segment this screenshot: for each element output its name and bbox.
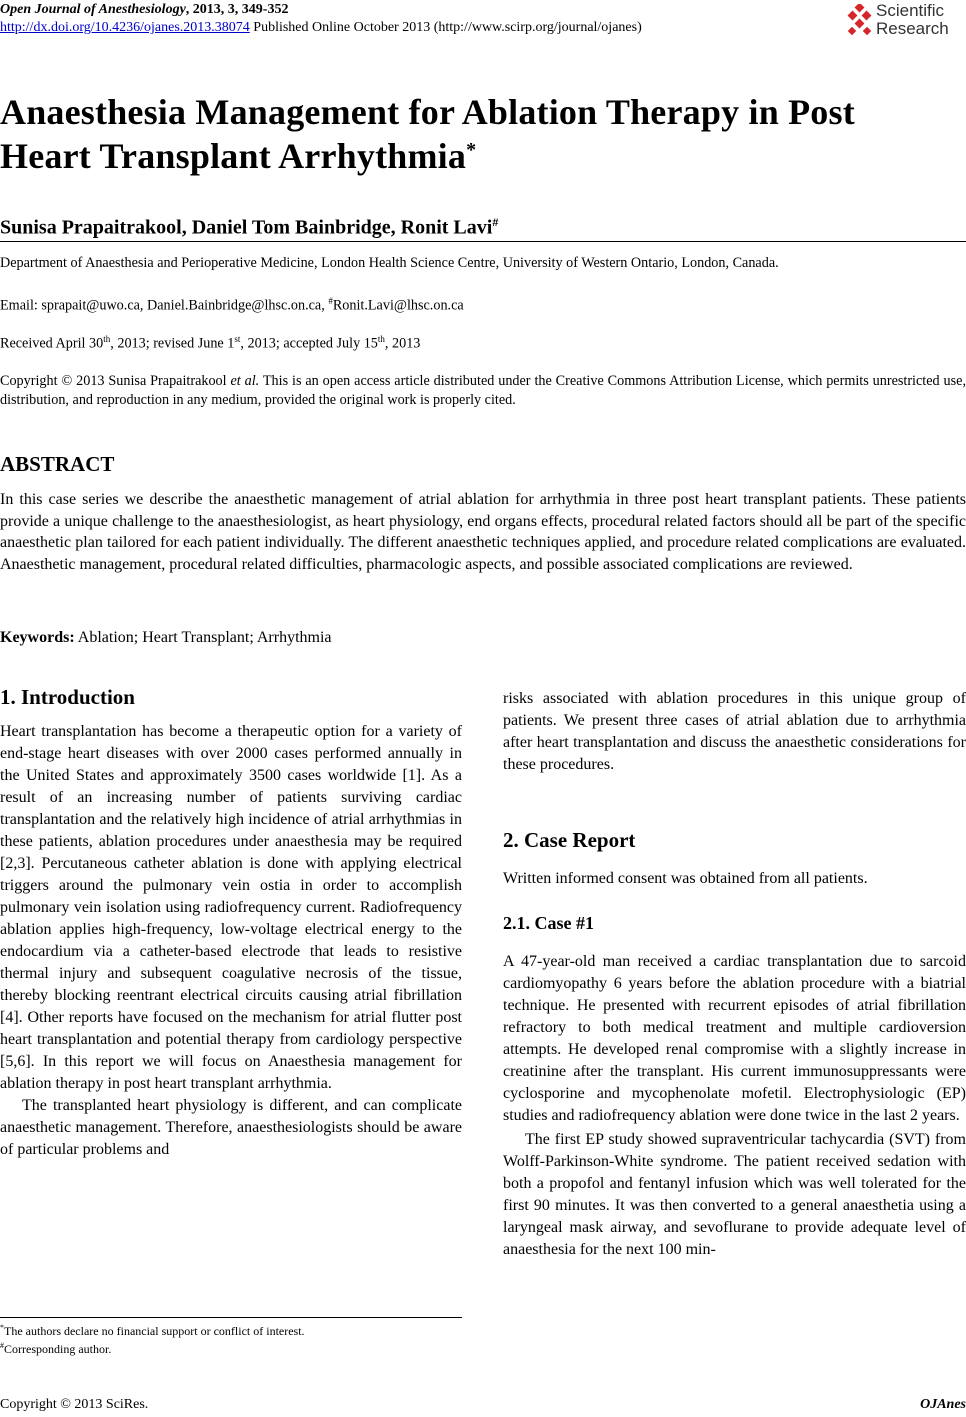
author-mark: # [492, 215, 499, 229]
keywords-label: Keywords: [0, 629, 75, 646]
email-mark: # [328, 296, 333, 306]
received-b-sup: st [234, 334, 241, 344]
keywords-text: Ablation; Heart Transplant; Arrhythmia [74, 629, 332, 646]
copyright-a: Copyright © 2013 Sunisa Prapaitrakool [0, 373, 231, 389]
doi-link[interactable]: http://dx.doi.org/10.4236/ojanes.2013.38074 [0, 20, 250, 35]
logo-line2: Research [876, 19, 949, 38]
footnote-1-mark: * [0, 1323, 4, 1332]
author-names: Sunisa Prapaitrakool, Daniel Tom Bainbridge, Ronit Lavi [0, 216, 493, 239]
right-column-top [503, 688, 966, 776]
title-line2-text: Heart Transplant Arrhythmia [0, 136, 467, 176]
footer-journal-abbrev: OJAnes [920, 1397, 966, 1412]
received-c: , 2013; accepted July 15 [240, 335, 378, 352]
footnote-rule [0, 1317, 462, 1318]
scientific-research-logo [846, 2, 966, 42]
affiliation: Department of Anaesthesia and Perioperative Medicine, London Health Science Centre, University of Western Ontario, London, Canada. [0, 255, 779, 271]
section-introduction-heading: 1. Introduction [0, 685, 135, 709]
intro-paragraph-continued: risks associated with ablation procedures in this unique group of patients. We present three cases of atrial ablation due to arrhythmia after heart transplantation and discuss the anaesthetic considerations for these procedures. [503, 690, 966, 773]
title-line1: Anaesthesia Management for Ablation Therapy in Post [0, 92, 855, 132]
received-a-sup: th [103, 334, 111, 344]
case-1-body [503, 951, 966, 1261]
keywords [0, 629, 332, 647]
journal-name: Open Journal of Anesthesiology [0, 2, 186, 17]
copyright-etal: et al. [230, 373, 260, 389]
abstract-heading: ABSTRACT [0, 452, 115, 476]
email-prefix: Email: sprapait@uwo.ca, Daniel.Bainbridge@lhsc.on.ca, [0, 297, 329, 314]
section-case-report-heading: 2. Case Report [503, 828, 636, 852]
footnote-1-text: The authors declare no financial support or conflict of interest. [4, 1324, 305, 1338]
footnote-2-text: Corresponding author. [4, 1342, 112, 1356]
authors [0, 215, 498, 240]
footnote-1 [0, 1323, 305, 1339]
intro-paragraph-2: The transplanted heart physiology is different, and can complicate anaesthetic management. Therefore, anaesthesiologists should be aware of particular problems and [0, 1097, 462, 1158]
email-last: Ronit.Lavi@lhsc.on.ca [332, 297, 464, 314]
case-1-paragraph-1: A 47-year-old man received a cardiac transplantation due to sarcoid cardiomyopathy 6 years before the ablation procedure with a biatrial technique. He presented with recurrent episodes of atrial fibrillation refractory to both medical treatment and multiple cardioversion attempts. He developed renal compromise with a slightly increase in creatinine after the transplant. His current immunosuppressants were cyclosporine and mycophenolate mofetil. Electrophysiologic (EP) studies and radiofrequency ablation were done twice in the last 2 years. [503, 953, 966, 1124]
intro-paragraph-1: Heart transplantation has become a therapeutic option for a variety of end-stage heart diseases with over 2000 cases performed annually in the United States and approximately 3500 cases worldwide [1]. As a result of an increasing number of patients surviving cardiac transplantation and the relatively high incidence of atrial arrhythmias in these patients, ablation procedures under anaesthesia may be required [2,3]. Percutaneous catheter ablation is done with applying electrical triggers around the pulmonary vein ostia in order to accomplish pulmonary vein isolation using radiofrequency current. Radiofrequency ablation applies high-frequency, low-voltage electrical energy to the endocardium via a catheter-based electrode that leads to resistive thermal injury and subsequent coagulative necrosis of the tissue, thereby blocking reentrant electrical circuits causing atrial fibrillation [4]. Other reports have focused on the mechanism for atrial flutter post heart transplantation and potential therapy from cardiology perspective [5,6]. In this report we will focus on Anaesthesia management for ablation therapy in post heart transplant arrhythmia. [0, 723, 462, 1092]
received-c-sup: th [377, 334, 385, 344]
logo-mark-icon [846, 4, 874, 38]
received-dates [0, 334, 420, 353]
left-column [0, 721, 462, 1161]
case-1-heading: 2.1. Case #1 [503, 913, 594, 933]
consent-text: Written informed consent was obtained from all patients. [503, 870, 868, 887]
received-a: Received April 30 [0, 335, 104, 352]
email-line [0, 296, 464, 315]
footnote-2 [0, 1341, 111, 1357]
volume-pages: , 2013, 3, 349-352 [185, 2, 289, 17]
footnote-2-mark: # [0, 1341, 4, 1350]
logo-line1: Scientific [876, 1, 945, 20]
article-title [0, 90, 966, 178]
case-1-paragraph-2: The first EP study showed supraventricular tachycardia (SVT) from Wolff-Parkinson-White syndrome. The patient received sedation with both a propofol and fentanyl infusion which was well tolerated for the first 90 minutes. It was then converted to a general anaesthetia using a laryngeal mask airway, and sevoflurane to provide adequate level of anaesthesia for the next 100 min- [503, 1131, 966, 1258]
title-footnote-mark: * [466, 139, 477, 161]
published-info: Published Online October 2013 (http://www.scirp.org/journal/ojanes) [249, 20, 642, 35]
received-b: , 2013; revised June 1 [110, 335, 235, 352]
footer-copyright: Copyright © 2013 SciRes. [0, 1397, 149, 1412]
title-rule [0, 241, 966, 242]
doi-line [0, 20, 642, 36]
copyright-b: This is an open access article distributed under the Creative Commons Attribution License, which permits unrestricted use, distribution, and reproduction in any medium, provided the original work is properly cited. [0, 373, 966, 408]
title-line2 [0, 134, 966, 178]
logo-text [876, 2, 949, 38]
journal-header [0, 2, 288, 18]
received-d: , 2013 [384, 335, 421, 352]
copyright-notice [0, 372, 966, 410]
abstract-text: In this case series we describe the anaesthetic management of atrial ablation for arrhythmia in three post heart transplant patients. These patients provide a unique challenge to the anaesthesiologist, as heart physiology, end organs effects, procedural related factors should all be part of the specific anaesthetic plan tailored for each patient individually. The different anaesthetic techniques applied, and procedure related complications are evaluated. Anaesthetic management, procedural related difficulties, pharmacologic aspects, and possible associated complications are reviewed. [0, 491, 966, 573]
